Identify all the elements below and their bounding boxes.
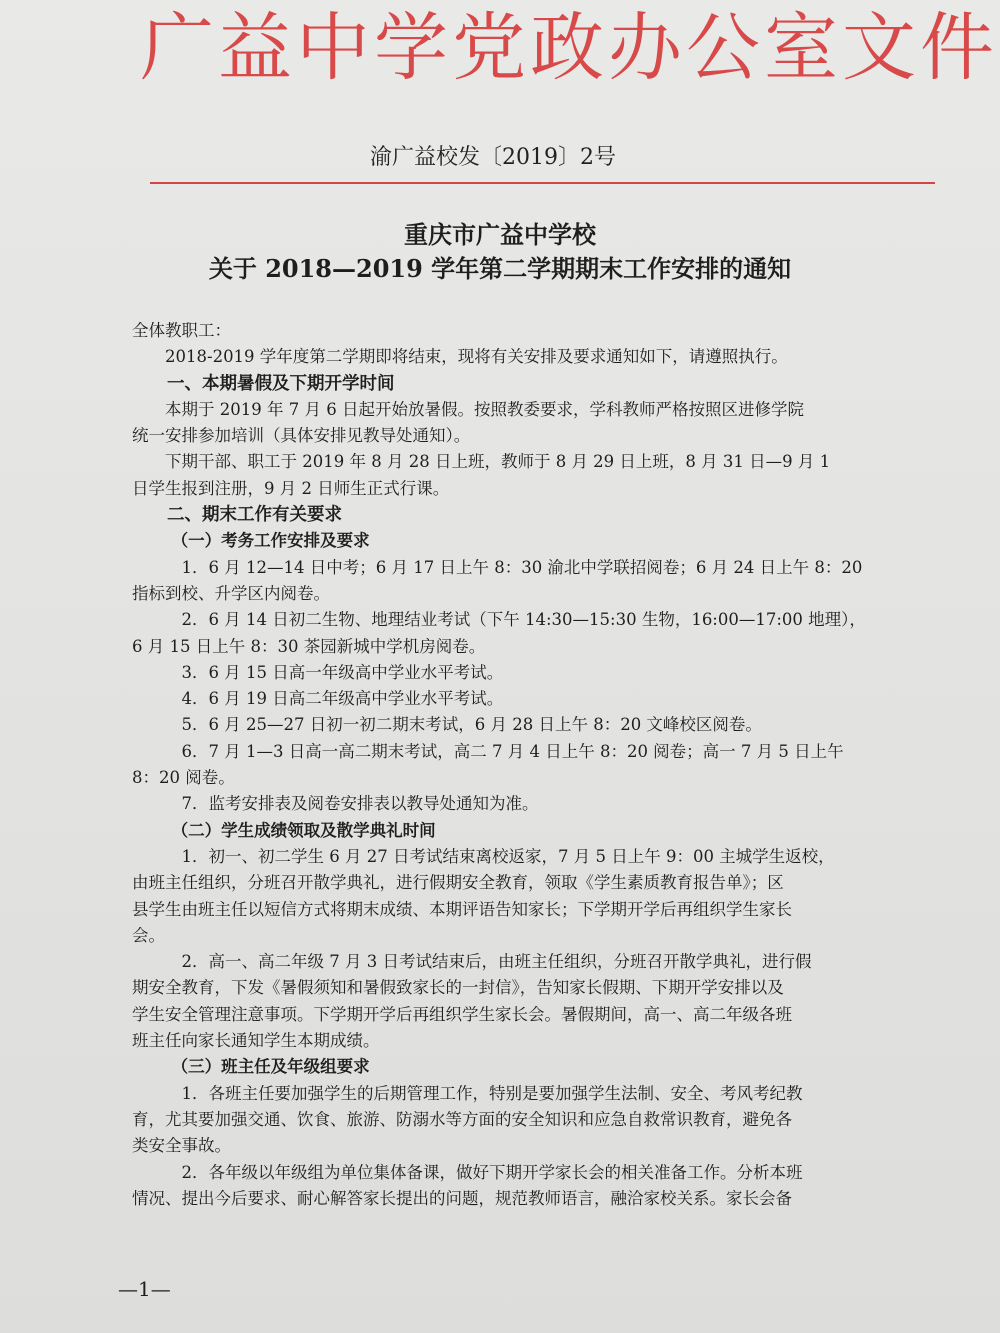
teacher-item-1-line3: 类安全事故。 — [132, 1136, 231, 1156]
exam-item-2-line1: 2．6 月 14 日初二生物、地理结业考试（下午 14:30—15:30 生物，16:00—17:00 地理）， — [181, 610, 866, 630]
notice-title: 关于 2018—2019 学年第二学期期末工作安排的通知 — [208, 254, 792, 283]
grades-item-1-line4: 会。 — [132, 925, 165, 945]
subsection-1-heading: （一）考务工作安排及要求 — [171, 531, 370, 551]
exam-item-5: 5．6 月 25—27 日初一初二期末考试，6 月 28 日上午 8：20 文峰校区阅卷。 — [181, 715, 762, 735]
notice-heading — [0, 218, 1000, 286]
exam-item-6-line1: 6．7 月 1—3 日高一高二期末考试，高二 7 月 4 日上午 8：20 阅卷；高一 7 月 5 日上午 — [181, 741, 844, 761]
page-number: —1— — [118, 1277, 171, 1301]
exam-item-4: 4．6 月 19 日高二年级高中学业水平考试。 — [181, 689, 504, 709]
subsection-2-heading: （二）学生成绩领取及散学典礼时间 — [171, 820, 436, 840]
grades-item-2-line2: 期安全教育，下发《暑假须知和暑假致家长的一封信》，告知家长假期、下期开学安排以及 — [132, 978, 784, 998]
exam-item-1-line2: 指标到校、升学区内阅卷。 — [132, 583, 330, 603]
school-name: 重庆市广益中学校 — [404, 220, 596, 249]
document-number: 渝广益校发〔2019〕2号 — [370, 145, 616, 170]
grades-item-2-line3: 学生安全管理注意事项。下学期开学后再组织学生家长会。暑假期间，高一、高二年级各班 — [132, 1004, 792, 1024]
grades-item-2-line4: 班主任向家长通知学生本期成绩。 — [132, 1031, 380, 1051]
section-1-p2-line1: 下期干部、职工于 2019 年 8 月 28 日上班，教师于 8 月 29 日上班，8 月 31 日—9 月 1 — [165, 452, 831, 472]
grades-item-1-line3: 县学生由班主任以短信方式将期末成绩、本期评语告知家长；下学期开学后再组织学生家长 — [132, 899, 792, 919]
grades-item-2-line1: 2．高一、高二年级 7 月 3 日考试结束后，由班主任组织，分班召开散学典礼，进行假 — [181, 952, 812, 972]
teacher-item-1-line1: 1．各班主任要加强学生的后期管理工作，特别是要加强学生法制、安全、考风考纪教 — [181, 1083, 803, 1103]
grades-item-1-line1: 1．初一、初二学生 6 月 27 日考试结束离校返家，7 月 5 日上午 9：00 主城学生返校， — [181, 846, 835, 866]
intro-paragraph: 2018-2019 学年度第二学期即将结束，现将有关安排及要求通知如下，请遵照执行。 — [165, 347, 788, 367]
section-1-p1-line2: 统一安排参加培训（具体安排见教导处通知）。 — [132, 426, 471, 446]
grades-item-1-line2: 由班主任组织，分班召开散学典礼，进行假期安全教育，领取《学生素质教育报告单》；区 — [132, 873, 784, 893]
section-1-p1-line1: 本期于 2019 年 7 月 6 日起开始放暑假。按照教委要求，学科教师严格按照区进修学院 — [165, 399, 804, 419]
document-header-title: 广益中学党政办公室文件 — [140, 5, 998, 91]
exam-item-1-line1: 1．6 月 12—14 日中考；6 月 17 日上午 8：30 渝北中学联招阅卷；6 月 24 日上午 8：20 — [181, 557, 863, 577]
teacher-item-2-line1: 2．各年级以年级组为单位集体备课，做好下期开学家长会的相关准备工作。分析本班 — [181, 1162, 803, 1182]
red-divider-line — [150, 182, 935, 184]
exam-item-6-line2: 8：20 阅卷。 — [132, 768, 235, 788]
teacher-item-2-line2: 情况、提出今后要求、耐心解答家长提出的问题，规范教师语言，融洽家校关系。家长会备 — [132, 1188, 792, 1208]
exam-item-7: 7．监考安排表及阅卷安排表以教导处通知为准。 — [181, 794, 539, 814]
exam-item-3: 3．6 月 15 日高一年级高中学业水平考试。 — [181, 662, 504, 682]
section-1-heading: 一、本期暑假及下期开学时间 — [167, 373, 395, 394]
section-1-p2-line2: 日学生报到注册，9 月 2 日师生正式行课。 — [132, 478, 450, 498]
teacher-item-1-line2: 育，尤其要加强交通、饮食、旅游、防溺水等方面的安全知识和应急自救常识教育，避免各 — [132, 1109, 792, 1129]
subsection-3-heading: （三）班主任及年级组要求 — [171, 1057, 370, 1077]
exam-item-2-line2: 6 月 15 日上午 8：30 茶园新城中学机房阅卷。 — [132, 636, 486, 656]
salutation: 全体教职工： — [132, 321, 231, 340]
section-2-heading: 二、期末工作有关要求 — [167, 505, 342, 526]
notice-body — [132, 318, 904, 1212]
